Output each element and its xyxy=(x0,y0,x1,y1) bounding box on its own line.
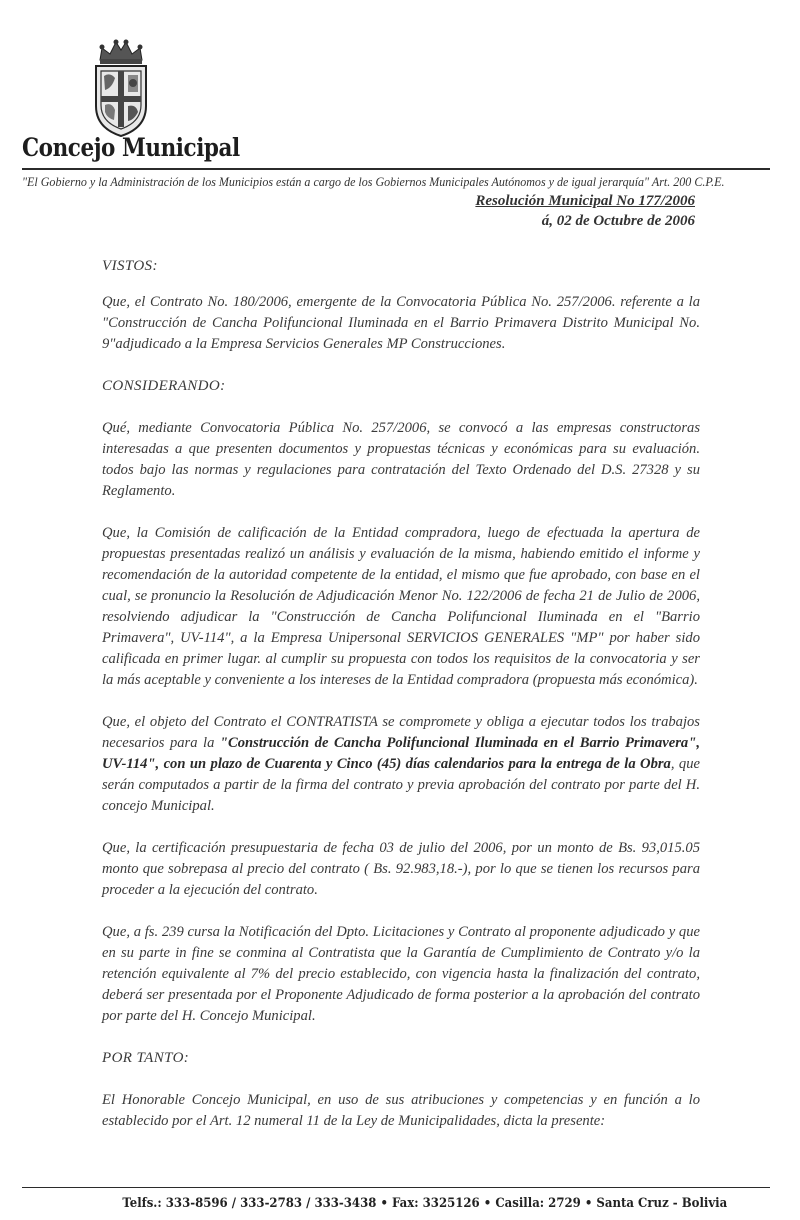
considerando-paragraph-1: Qué, mediante Convocatoria Pública No. 257/2006, se convocó a las empresas constructoras interesadas a que presenten documentos y propuestas técnicas y económicas para su evaluación. todos bajo las normas y regulaciones para contratación del Texto Ordenado del D.S. 27328 y su Reglamento. xyxy=(102,420,700,499)
footer-divider xyxy=(22,1187,770,1188)
footer-contact: Telfs.: 333-8596 / 333-2783 / 333-3438 • Fax: 3325126 • Casilla: 2729 • Santa Cruz - Bolivia xyxy=(122,1195,728,1210)
section-heading-por-tanto: POR TANTO: xyxy=(102,1050,190,1066)
constitutional-motto: "El Gobierno y la Administración de los Municipios están a cargo de los Gobiernos Municipales Autónomos y de igual jerarquía" Art. 200 C.P.E. xyxy=(22,175,725,189)
considerando-paragraph-2: Que, la Comisión de calificación de la Entidad compradora, luego de efectuada la apertura de propuestas presentadas realizó un análisis y evaluación de la misma, habiendo emitido el informe y recomendación de la autoridad competente de la entidad, el mismo que fue aprobado, con base en el cual, se pronuncio la Resolución de Adjudicación Menor No. 122/2006 de fecha 21 de Julio de 2006, resolviendo adjudicar la "Construcción de Cancha Polifuncional Iluminada en el "Barrio Primavera", UV-114", a la Empresa Unipersonal SERVICIOS GENERALES "MP" por haber sido calificada en primer lugar. al cumplir su propuesta con todos los requisitos de la convocatoria y ser la más aceptable y conveniente a los intereses de la Entidad compradora (propuesta más económica). xyxy=(102,525,700,688)
considerando-paragraph-4: Que, la certificación presupuestaria de fecha 03 de julio del 2006, por un monto de Bs. 93,015.05 monto que sobrepasa al precio del contrato ( Bs. 92.983,18.-), por lo que se tienen los recursos para proceder a la ejecución del contrato. xyxy=(102,840,700,898)
paragraph-3-bold: "Construcción de Cancha Polifuncional Iluminada en el Barrio Primavera", UV-114", con un plazo de Cuarenta y Cinco (45) días calendarios para la entrega de la Obra xyxy=(102,735,700,772)
header-divider xyxy=(22,168,770,170)
considerando-paragraph-5: Que, a fs. 239 cursa la Notificación del Dpto. Licitaciones y Contrato al proponente adjudicado y que en su parte in fine se conmina al Contratista que la Garantía de Cumplimiento de Contrato y/o la retención equivalente al 7% del precio establecido, con vigencia hasta la finalización del contrato, deberá ser presentada por el Proponente Adjudicado de forma posterior a la aprobación del contrato por parte del H. Concejo Municipal. xyxy=(102,924,700,1024)
coat-of-arms-icon xyxy=(88,38,154,138)
section-heading-considerando: CONSIDERANDO: xyxy=(102,378,226,394)
por-tanto-paragraph-1: El Honorable Concejo Municipal, en uso de sus atribuciones y competencias y en función a lo establecido por el Art. 12 numeral 11 de la Ley de Municipalidades, dicta la presente: xyxy=(102,1092,700,1129)
paragraph-3-end: , que serán computados a partir de la firma del contrato y previa aprobación del contrato por parte del H. concejo Municipal. xyxy=(102,756,700,814)
resolution-date: á, 02 de Octubre de 2006 xyxy=(541,213,695,229)
vistos-paragraph-1: Que, el Contrato No. 180/2006, emergente de la Convocatoria Pública No. 257/2006. referente a la "Construcción de Cancha Polifuncional Iluminada en el Barrio Primavera Distrito Municipal No. 9"adjudicado a la Empresa Servicios Generales MP Construcciones. xyxy=(102,294,700,352)
resolution-title: Resolución Municipal No 177/2006 xyxy=(475,193,695,209)
paragraph-3-intro: Que, el objeto del Contrato el CONTRATISTA se compromete y obliga a ejecutar todos los trabajos necesarios para la xyxy=(102,714,700,751)
resolution-body xyxy=(102,256,700,1153)
considerando-paragraph-3 xyxy=(102,712,700,817)
organization-name: Concejo Municipal xyxy=(22,133,240,162)
section-heading-vistos: VISTOS: xyxy=(102,258,158,274)
